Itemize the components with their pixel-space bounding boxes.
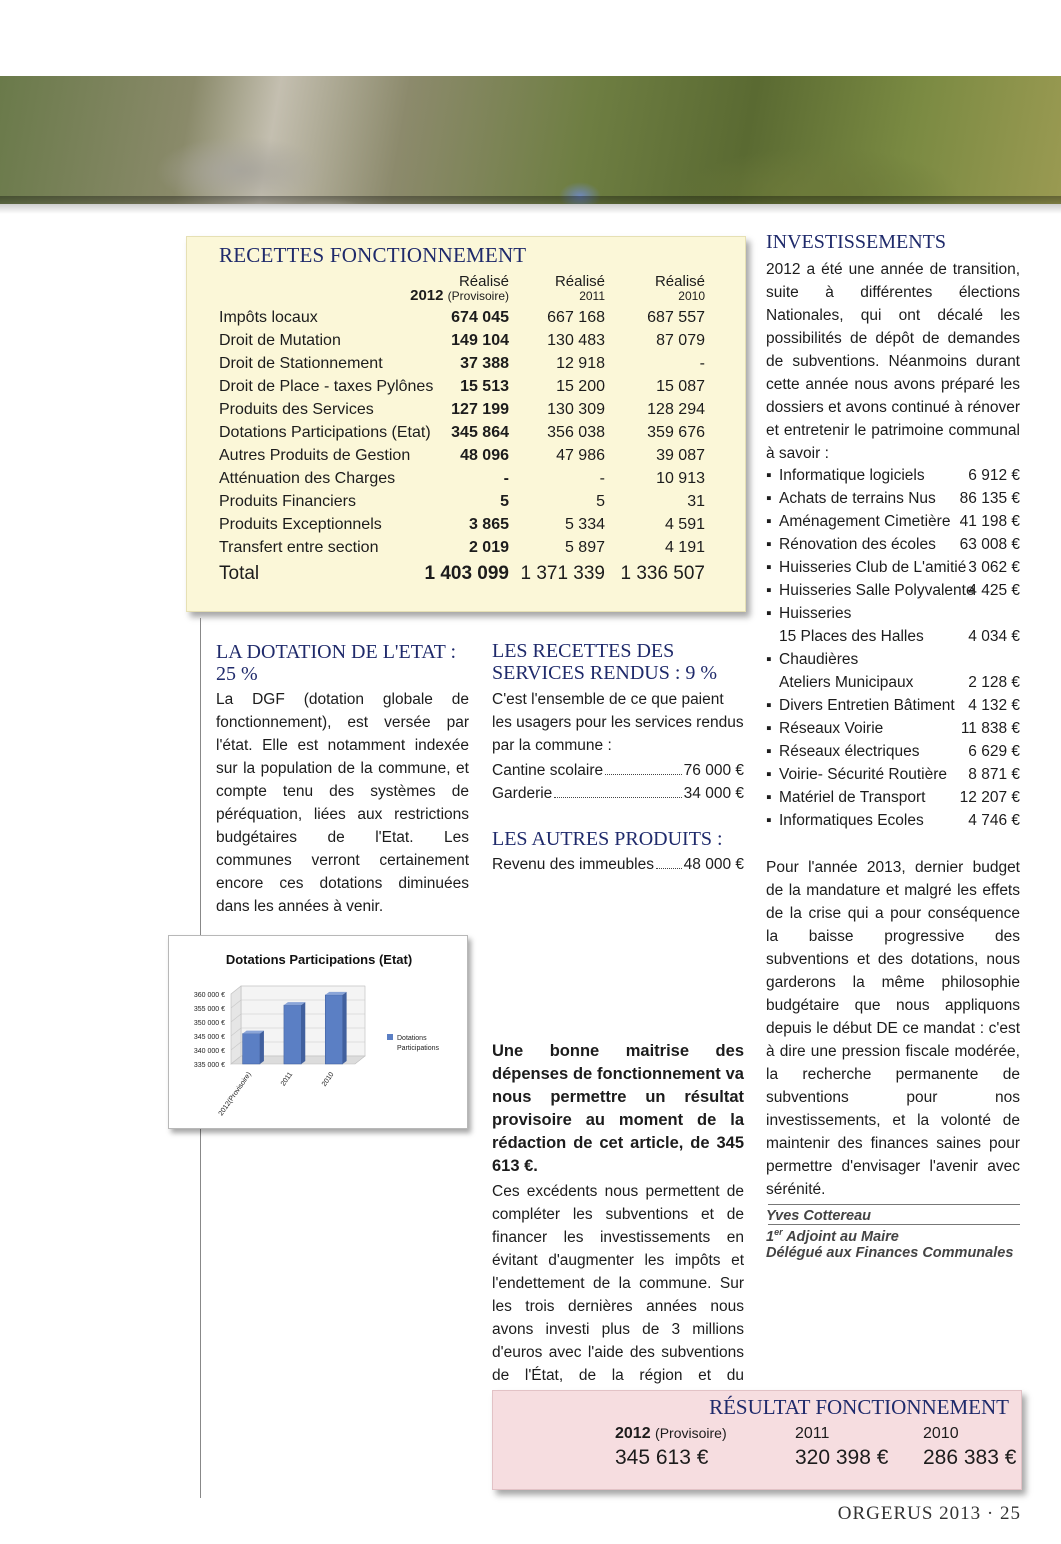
investment-label: Huisseries <box>779 605 852 622</box>
chart-title: Dotations Participations (Etat) <box>225 952 413 967</box>
bullet-icon: ▪ <box>766 490 772 507</box>
investment-item <box>766 487 1020 510</box>
dotation-title: LA DOTATION DE L'ETAT : 25 % <box>216 641 456 685</box>
bullet-icon: ▪ <box>766 467 772 484</box>
investment-label: Chaudières <box>779 651 859 668</box>
bullet-icon: ▪ <box>766 812 772 829</box>
value-2010: 359 676 <box>647 424 705 441</box>
value-2012: 127 199 <box>451 401 509 418</box>
investment-amount: 4 034 € <box>968 628 1020 645</box>
value-2011: 5 334 <box>564 516 605 533</box>
row-label: Atténuation des Charges <box>219 470 396 487</box>
investment-amount: 3 062 € <box>968 559 1020 576</box>
row-label: Produits des Services <box>219 401 374 418</box>
recettes-table <box>186 236 746 612</box>
chart-legend-label: Dotations <box>397 1035 427 1042</box>
col-head-label: Réalisé <box>458 273 509 290</box>
row-label: Autres Produits de Gestion <box>219 447 411 464</box>
value-2010: 1 336 507 <box>620 563 705 584</box>
bullet-icon: ▪ <box>766 559 772 576</box>
investment-amount: 6 912 € <box>968 467 1020 484</box>
resultat-note: (Provisoire) <box>655 1425 727 1441</box>
value-2010: 10 913 <box>656 470 705 487</box>
revenu-line <box>492 853 744 876</box>
value-2012: 1 403 099 <box>424 563 509 584</box>
value-2010: 128 294 <box>647 401 705 418</box>
investment-item <box>766 740 1020 763</box>
chart-svg <box>169 936 469 1130</box>
investment-label: Huisseries Club de L'amitié <box>779 559 967 576</box>
recettes-rows <box>219 309 719 589</box>
resultat-box <box>492 1390 1022 1490</box>
value-2012: 345 864 <box>451 424 509 441</box>
chart-x-tick-label: 2012(Provisoire) <box>217 1071 253 1118</box>
chart-y-tick-label: 340 000 € <box>193 1048 225 1055</box>
value-2011: 15 200 <box>556 378 605 395</box>
investment-amount: 8 871 € <box>968 766 1020 783</box>
chart-y-tick-label: 345 000 € <box>193 1034 225 1041</box>
chart-y-tick-label: 335 000 € <box>193 1062 225 1069</box>
investment-amount: 6 629 € <box>968 743 1020 760</box>
value-2011: 47 986 <box>556 447 605 464</box>
value-2010: 31 <box>687 493 705 510</box>
investment-item <box>766 533 1020 556</box>
investment-amount: 41 198 € <box>959 513 1020 530</box>
dot-leader <box>605 774 682 775</box>
garderie-line <box>492 782 744 805</box>
col-head-year: 2010 <box>678 289 705 303</box>
investment-item <box>766 602 1020 625</box>
chart-bar-side <box>301 1002 305 1064</box>
chart-y-tick-label: 350 000 € <box>193 1020 225 1027</box>
investment-amount: 4 425 € <box>968 582 1020 599</box>
chart-y-tick-label: 360 000 € <box>193 992 225 999</box>
dot-leader <box>656 868 682 869</box>
col-head-2010 <box>655 275 705 303</box>
row-label: Dotations Participations (Etat) <box>219 424 431 441</box>
chart-bar <box>284 1005 301 1064</box>
chart-y-tick-label: 355 000 € <box>193 1006 225 1013</box>
value-2010: 687 557 <box>647 309 705 326</box>
investment-label-cont: Ateliers Municipaux <box>779 674 914 691</box>
bullet-icon: ▪ <box>766 513 772 530</box>
resultat-value: 345 613 € <box>615 1446 709 1469</box>
resultat-col-2010 <box>923 1425 1016 1470</box>
table-row <box>219 355 719 378</box>
revenu-value: 48 000 € <box>683 856 744 873</box>
row-label: Droit de Mutation <box>219 332 341 349</box>
value-2010: - <box>699 355 705 372</box>
investment-item-cont <box>766 671 1020 694</box>
chart-bar-side <box>260 1031 264 1064</box>
value-2010: 15 087 <box>656 378 705 395</box>
bullet-icon: ▪ <box>766 697 772 714</box>
bullet-icon: ▪ <box>766 720 772 737</box>
investment-item <box>766 809 1020 832</box>
table-row <box>219 309 719 332</box>
value-2011: - <box>599 470 605 487</box>
resultat-title: RÉSULTAT FONCTIONNEMENT <box>709 1395 1009 1419</box>
table-row <box>219 447 719 470</box>
chart-legend-swatch <box>387 1034 393 1040</box>
aerial-photo-banner <box>0 76 1061 204</box>
col-head-2011 <box>555 275 605 303</box>
table-row <box>219 516 719 539</box>
investment-label: Huisseries Salle Polyvalente <box>779 582 975 599</box>
investissements-intro: 2012 a été une année de transition, suite à différentes élections Nationales, qui ont décalé les possibilités de dépôt de demandes de subventions. Néanmoins durant cette année nous avons préparé les dossiers et avons continué à rénover et entretenir le patrimoine communal à savoir : <box>766 261 1020 462</box>
resultat-year: 2012 <box>615 1425 651 1442</box>
banner-shadow <box>0 196 1061 214</box>
investment-item <box>766 464 1020 487</box>
bullet-icon: ▪ <box>766 789 772 806</box>
dotations-chart <box>168 935 468 1129</box>
chart-side-wall <box>231 986 241 1064</box>
resultat-col-2011 <box>795 1425 888 1470</box>
table-row <box>219 493 719 516</box>
chart-x-tick-label: 2010 <box>320 1071 336 1088</box>
investment-item <box>766 648 1020 671</box>
value-2012: 37 388 <box>460 355 509 372</box>
investment-label: Voirie- Sécurité Routière <box>779 766 947 783</box>
value-2012: 674 045 <box>451 309 509 326</box>
investment-amount: 4 132 € <box>968 697 1020 714</box>
resultat-year: 2010 <box>923 1425 959 1442</box>
investment-item <box>766 556 1020 579</box>
dotation-body: La DGF (dotation globale de fonctionnement), est versée par l'état. Elle est notamment indexée sur la population de la commune, et compte tenu des systèmes de péréquation, liées aux restrictions budgétaires de l'Etat. Les communes verront certainement encore ces dotations diminuées dans les années à venir. <box>216 691 469 915</box>
value-2012: 48 096 <box>460 447 509 464</box>
investment-label: Rénovation des écoles <box>779 536 936 553</box>
investment-label: Aménagement Cimetière <box>779 513 951 530</box>
cantine-value: 76 000 € <box>683 762 744 779</box>
value-2011: 667 168 <box>547 309 605 326</box>
row-label: Droit de Place - taxes Pylônes <box>219 378 434 395</box>
bullet-icon: ▪ <box>766 536 772 553</box>
col-head-note: (Provisoire) <box>447 289 509 303</box>
investment-amount: 2 128 € <box>968 674 1020 691</box>
garderie-value: 34 000 € <box>683 785 744 802</box>
value-2012: 5 <box>500 493 509 510</box>
investment-amount: 11 838 € <box>960 720 1020 737</box>
row-label: Transfert entre section <box>219 539 379 556</box>
col-head-label: Réalisé <box>554 273 605 290</box>
value-2011: 356 038 <box>547 424 605 441</box>
investment-label: Achats de terrains Nus <box>779 490 936 507</box>
chart-x-tick-label: 2011 <box>279 1071 295 1088</box>
col-head-2012 <box>410 275 509 303</box>
value-2010: 4 591 <box>664 516 705 533</box>
col-head-year: 2011 <box>579 289 605 303</box>
investissements-list <box>766 464 1020 832</box>
value-2010: 87 079 <box>656 332 705 349</box>
investment-amount: 4 746 € <box>968 812 1020 829</box>
table-row <box>219 539 719 562</box>
chart-bar <box>325 995 342 1064</box>
col-head-label: Réalisé <box>654 273 705 290</box>
table-row <box>219 378 719 401</box>
value-2011: 130 309 <box>547 401 605 418</box>
investment-item <box>766 786 1020 809</box>
bullet-icon: ▪ <box>766 582 772 599</box>
investment-item <box>766 763 1020 786</box>
investment-label: Matériel de Transport <box>779 789 926 806</box>
value-2011: 1 371 339 <box>520 563 605 584</box>
signature-role: 1er Adjoint au Maire <box>766 1227 899 1245</box>
recettes-title: RECETTES FONCTIONNEMENT <box>219 243 527 267</box>
row-label: Droit de Stationnement <box>219 355 383 372</box>
autres-title: LES AUTRES PRODUITS : <box>492 828 723 850</box>
table-row <box>219 470 719 493</box>
dot-leader <box>554 797 681 798</box>
investment-item <box>766 694 1020 717</box>
row-label: Produits Financiers <box>219 493 356 510</box>
resultat-year: 2011 <box>795 1425 830 1442</box>
garderie-label: Garderie <box>492 785 553 802</box>
investment-item <box>766 579 1020 602</box>
signature-name: Yves Cottereau <box>766 1208 872 1224</box>
value-2011: 5 <box>596 493 605 510</box>
investment-label: Informatique logiciels <box>779 467 925 484</box>
value-2010: 4 191 <box>664 539 705 556</box>
value-2010: 39 087 <box>656 447 705 464</box>
excedents-text: Ces excédents nous permettent de compléter les subventions et de financer les investissements en évitant d'augmenter les impôts et l'endettement de la commune. Sur les trois dernières années nous avons investi plus de 3 millions d'euros avec l'aide des subventions de l'État, de la région et du <box>492 1183 744 1384</box>
investment-label-cont: 15 Places des Halles <box>779 628 924 645</box>
bullet-icon: ▪ <box>766 605 772 622</box>
table-row <box>219 424 719 447</box>
investment-item <box>766 717 1020 740</box>
investissements-title: INVESTISSEMENTS <box>766 231 947 253</box>
investment-amount: 63 008 € <box>959 536 1020 553</box>
value-2012: 149 104 <box>451 332 509 349</box>
table-total-row <box>219 563 719 589</box>
annee-2013-text: Pour l'année 2013, dernier budget de la mandature et malgré les effets de la crise qui a pour conséquence la baisse progressive des subventions et des dotations, nous garderons la même philosophie budgétaire que nous appliquons depuis le début DE ce mandat : c'est à dire une pression fiscale modérée, la recherche permanente de subventions pour nos investissements, et la volonté de maintenir des finances saines pour permettre d'envisager l'avenir avec sérénité. <box>766 859 1020 1198</box>
bullet-icon: ▪ <box>766 651 772 668</box>
col-head-year: 2012 <box>410 287 444 304</box>
cantine-line <box>492 759 744 782</box>
signature <box>766 1208 1020 1261</box>
value-2011: 5 897 <box>564 539 605 556</box>
investment-label: Informatiques Ecoles <box>779 812 924 829</box>
services-body: C'est l'ensemble de ce que paient les usagers pour les services rendus par la commune : <box>492 691 744 754</box>
resultat-value: 320 398 € <box>795 1446 889 1469</box>
investment-label: Divers Entretien Bâtiment <box>779 697 955 714</box>
resultat-value: 286 383 € <box>923 1446 1017 1469</box>
revenu-label: Revenu des immeubles <box>492 856 654 873</box>
page-footer: ORGERUS 2013 · 25 <box>837 1503 1021 1524</box>
value-2012: 15 513 <box>460 378 509 395</box>
investment-item <box>766 510 1020 533</box>
row-label: Produits Exceptionnels <box>219 516 382 533</box>
investment-label: Réseaux Voirie <box>779 720 884 737</box>
signature-role2: Délégué aux Finances Communales <box>766 1244 1014 1261</box>
value-2012: - <box>503 470 509 487</box>
investment-item-cont <box>766 625 1020 648</box>
table-row <box>219 332 719 355</box>
signature-rule <box>768 1204 1020 1205</box>
investment-amount: 12 207 € <box>959 789 1020 806</box>
bullet-icon: ▪ <box>766 743 772 760</box>
value-2011: 12 918 <box>556 355 605 372</box>
bonne-maitrise-text: Une bonne maitrise des dépenses de fonctionnement va nous permettre un résultat provisoire au moment de la rédaction de cet article, de 345 613 €. <box>492 1042 744 1175</box>
bullet-icon: ▪ <box>766 766 772 783</box>
value-2011: 130 483 <box>547 332 605 349</box>
chart-legend-label: Participations <box>397 1045 440 1052</box>
chart-bar-side <box>343 992 347 1064</box>
value-2012: 3 865 <box>468 516 509 533</box>
investment-label: Réseaux électriques <box>779 743 920 760</box>
investment-amount: 86 135 € <box>959 490 1020 507</box>
table-row <box>219 401 719 424</box>
services-title: LES RECETTES DES SERVICES RENDUS : 9 % <box>492 640 718 684</box>
resultat-col-2012 <box>615 1425 727 1470</box>
row-label: Impôts locaux <box>219 309 318 326</box>
row-label: Total <box>219 563 260 584</box>
cantine-label: Cantine scolaire <box>492 762 604 779</box>
value-2012: 2 019 <box>468 539 509 556</box>
chart-bar <box>243 1034 260 1064</box>
